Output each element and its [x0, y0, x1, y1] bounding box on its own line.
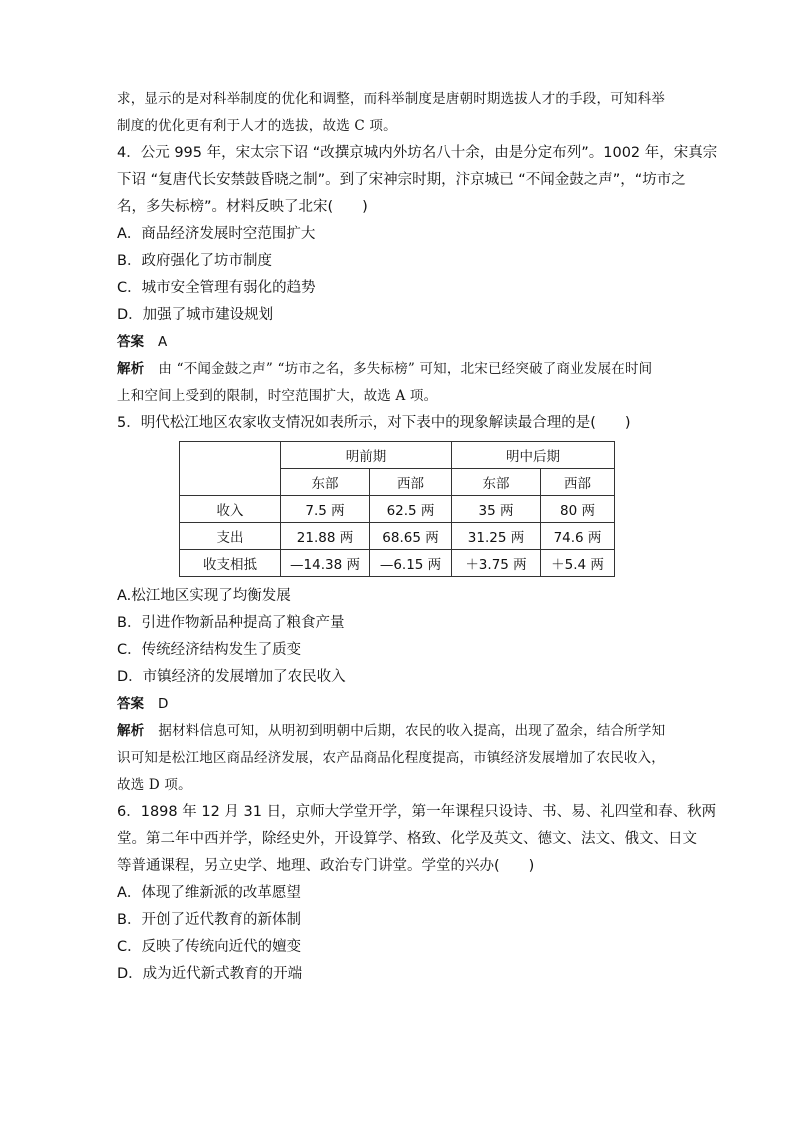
stem-line: 等普通课程，另立史学、地理、政治专门讲堂。学堂的兴办( ) — [117, 858, 535, 874]
table-sub-header: 西部 — [541, 469, 615, 496]
analysis-label: 解析 — [117, 723, 145, 739]
table-cell: 7.5 两 — [281, 496, 370, 523]
option-c: C．传统经济结构发生了质变 — [117, 642, 302, 658]
analysis-line: 求，显示的是对科举制度的优化和调整，而科举制度是唐朝时期选拔人才的手段，可知科举 — [117, 91, 665, 107]
row-label: 支出 — [180, 523, 281, 550]
stem-line: 4．公元 995 年，宋太宗下诏 “改撰京城内外坊名八十余，由是分定布列”。1002 年，宋真宗 — [117, 145, 718, 161]
table-cell: 35 两 — [452, 496, 541, 523]
question-5 — [117, 410, 687, 799]
analysis-line: 上和空间上受到的限制，时空范围扩大，故选 A 项。 — [117, 388, 438, 404]
answer-label: 答案 — [117, 334, 144, 350]
question-4 — [117, 140, 718, 410]
answer-value: A — [158, 334, 168, 350]
table-cell: ＋3.75 两 — [452, 550, 541, 577]
table-corner-cell — [180, 442, 281, 496]
analysis-line: 识可知是松江地区商品经济发展，农产品商品化程度提高，市镇经济发展增加了农民收入， — [117, 750, 665, 766]
question-6 — [117, 799, 717, 988]
table-group-header: 明中后期 — [452, 442, 615, 469]
analysis-line: 由 “不闻金鼓之声” “坊市之名，多失标榜” 可知，北宋已经突破了商业发展在时间 — [158, 361, 653, 377]
question-5-stem: 5．明代松江地区农家收支情况如表所示，对下表中的现象解读最合理的是( ) — [117, 415, 631, 431]
option-a: A．商品经济发展时空范围扩大 — [117, 226, 316, 242]
stem-line: 下诏 “复唐代长安禁鼓昏晓之制”。到了宋神宗时期，汴京城已 “不闻金鼓之声”，“坊市之 — [117, 172, 686, 188]
table-sub-header: 西部 — [370, 469, 452, 496]
table-cell: ＋5.4 两 — [541, 550, 615, 577]
table-row — [180, 496, 615, 523]
table-cell: 74.6 两 — [541, 523, 615, 550]
analysis-label: 解析 — [117, 361, 145, 377]
table-cell: 31.25 两 — [452, 523, 541, 550]
document-page — [117, 86, 718, 988]
question-4-answer — [117, 329, 687, 356]
table-sub-header: 东部 — [452, 469, 541, 496]
analysis-line: 制度的优化更有利于人才的选拔，故选 C 项。 — [117, 118, 397, 134]
analysis-line: 据材料信息可知，从明初到明朝中后期，农民的收入提高，出现了盈余，结合所学知 — [158, 723, 666, 739]
question-4-options — [117, 221, 687, 329]
option-a: A．体现了维新派的改革愿望 — [117, 885, 301, 901]
row-label: 收入 — [180, 496, 281, 523]
table-row — [180, 523, 615, 550]
question-5-analysis — [117, 718, 687, 799]
previous-analysis-continuation — [117, 86, 687, 140]
table-cell: 80 两 — [541, 496, 615, 523]
option-d: D．加强了城市建设规划 — [117, 307, 274, 323]
option-c: C．城市安全管理有弱化的趋势 — [117, 280, 316, 296]
income-expense-table — [179, 441, 615, 577]
option-b: B．开创了近代教育的新体制 — [117, 912, 301, 928]
question-6-options — [117, 880, 687, 988]
option-b: B．引进作物新品种提高了粮食产量 — [117, 615, 345, 631]
table-group-header: 明前期 — [281, 442, 452, 469]
stem-line: 6．1898 年 12 月 31 日，京师大学堂开学，第一年课程只设诗、书、易、礼四堂和春、秋两 — [117, 804, 717, 820]
table-cell: —6.15 两 — [370, 550, 452, 577]
table-cell: 21.88 两 — [281, 523, 370, 550]
row-label: 收支相抵 — [180, 550, 281, 577]
question-5-options — [117, 583, 687, 691]
question-4-analysis — [117, 356, 687, 410]
table-cell: —14.38 两 — [281, 550, 370, 577]
table-row — [180, 550, 615, 577]
question-4-stem — [117, 140, 718, 221]
option-d: D．成为近代新式教育的开端 — [117, 966, 303, 982]
answer-value: D — [158, 696, 169, 712]
table-cell: 62.5 两 — [370, 496, 452, 523]
table-sub-header: 东部 — [281, 469, 370, 496]
stem-line: 名，多失标榜”。材料反映了北宋( ) — [117, 199, 368, 215]
option-a: A.松江地区实现了均衡发展 — [117, 588, 291, 604]
answer-label: 答案 — [117, 696, 144, 712]
analysis-line: 故选 D 项。 — [117, 777, 192, 793]
option-d: D．市镇经济的发展增加了农民收入 — [117, 669, 346, 685]
question-6-stem — [117, 799, 717, 880]
option-c: C．反映了传统向近代的嬗变 — [117, 939, 302, 955]
question-5-answer — [117, 691, 687, 718]
option-b: B．政府强化了坊市制度 — [117, 253, 272, 269]
stem-line: 堂。第二年中西并学，除经史外，开设算学、格致、化学及英文、德文、法文、俄文、日文 — [117, 831, 697, 847]
table-cell: 68.65 两 — [370, 523, 452, 550]
